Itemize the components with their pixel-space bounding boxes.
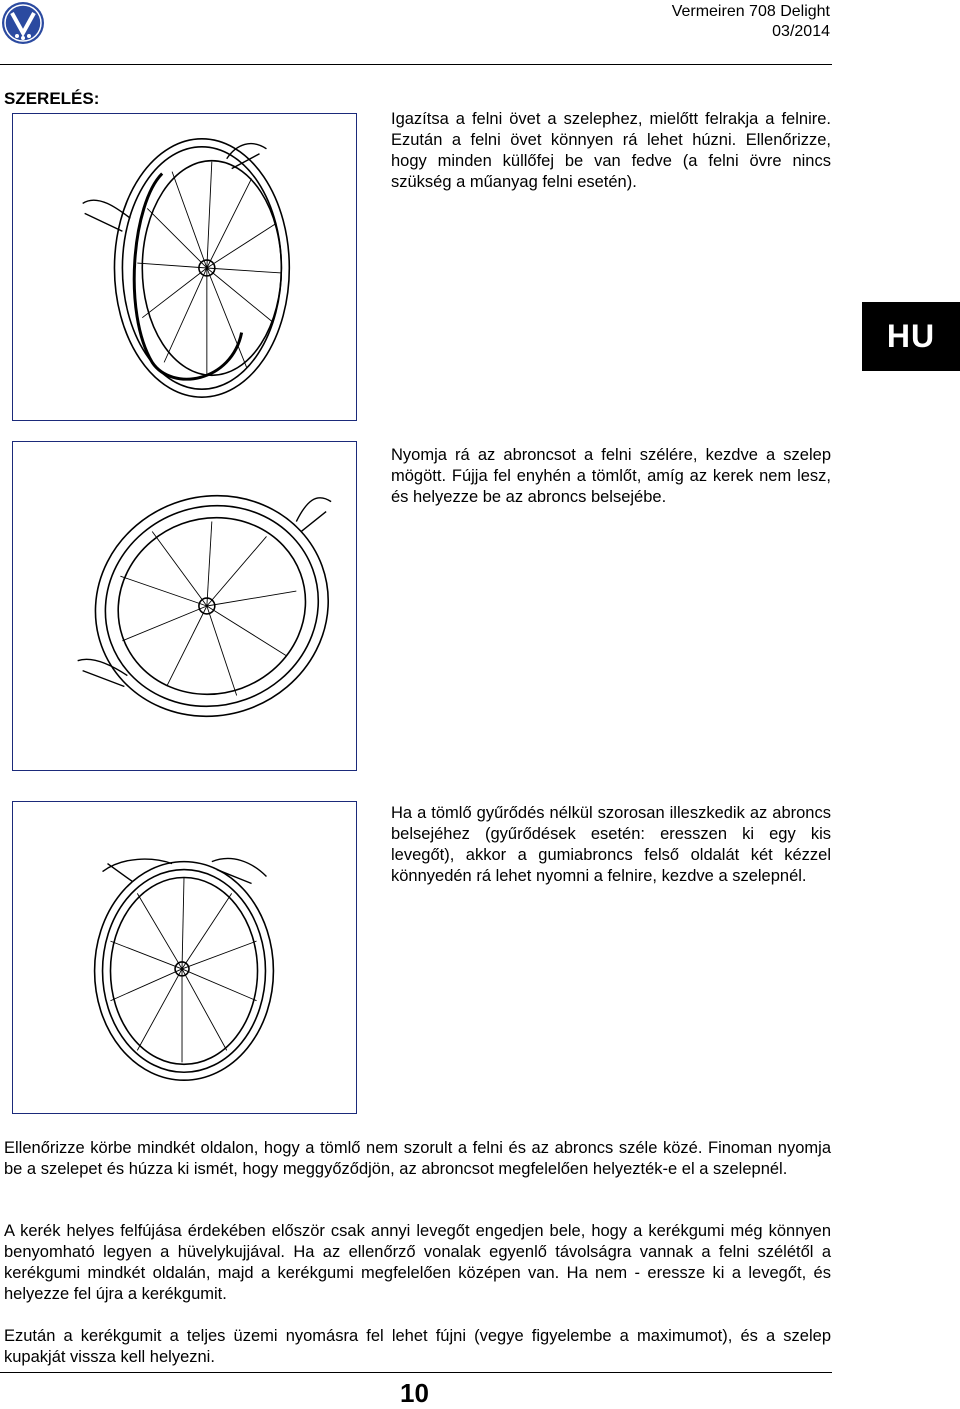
body-paragraph-3: Ezután a kerékgumit a teljes üzemi nyomásra fel lehet fújni (vegye figyelembe a maximumot), és a szelep kupakját vissza kell helyezni.	[4, 1327, 831, 1366]
wheel-tyre-mounting-illustration	[13, 442, 356, 770]
body-paragraph-2: A kerék helyes felfújása érdekében először csak annyi levegőt engedjen bele, hogy a kerékgumi még könnyen benyomható legyen a hüvelykujjával. Ha az ellenőrző vonalak egyenlő távolságra vannak a felni szélétől a kerékgumi mindkét oldalán, majd a kerékgumi megfelelően középen van. Ha nem - eressze ki a levegőt, és helyezze fel újra a kerékgumit.	[4, 1222, 831, 1303]
header-divider	[0, 64, 832, 65]
step-1-text: Igazítsa a felni övet a szelephez, mielőtt felrakja a felnire. Ezután a felni övet könnyen rá lehet húzni. Ellenőrizze, hogy minden küllőfej be van fedve (a felni övre nincs szükség a műanyag felni esetén).	[391, 110, 831, 191]
wheel-rim-band-illustration	[13, 114, 356, 420]
figure-rim-band	[12, 113, 357, 421]
section-title: SZERELÉS:	[4, 89, 100, 108]
body-paragraph-1: Ellenőrizze körbe mindkét oldalon, hogy a tömlő nem szorult a felni és az abroncs széle közé. Finoman nyomja be a szelepet és húzza ki ismét, hogy meggyőződjön, az abroncsot megfelelően helyezték-e el a szelepnél.	[4, 1139, 831, 1178]
page-number: 10	[400, 1378, 429, 1408]
footer-divider	[0, 1372, 832, 1373]
figure-tyre-valve	[12, 441, 357, 771]
figure-tyre-press	[12, 801, 357, 1114]
step-3-text: Ha a tömlő gyűrődés nélkül szorosan illeszkedik az abroncs belsejéhez (gyűrődések esetén: eresszen ki egy kis levegőt), akkor a gumiabroncs felső oldalát két kézzel könnyedén rá lehet nyomni a felnire, kezdve a szelepnél.	[391, 804, 831, 885]
vermeiren-logo-icon	[0, 0, 46, 46]
language-tab: HU	[862, 302, 960, 371]
header-product: Vermeiren 708 Delight	[671, 3, 830, 20]
header-date: 03/2014	[772, 23, 830, 40]
wheel-tyre-press-illustration	[13, 802, 356, 1113]
step-2-text: Nyomja rá az abroncsot a felni szélére, kezdve a szelep mögött. Fújja fel enyhén a tömlőt, amíg az kerek nem lesz, és helyezze be az abroncs belsejébe.	[391, 446, 831, 506]
